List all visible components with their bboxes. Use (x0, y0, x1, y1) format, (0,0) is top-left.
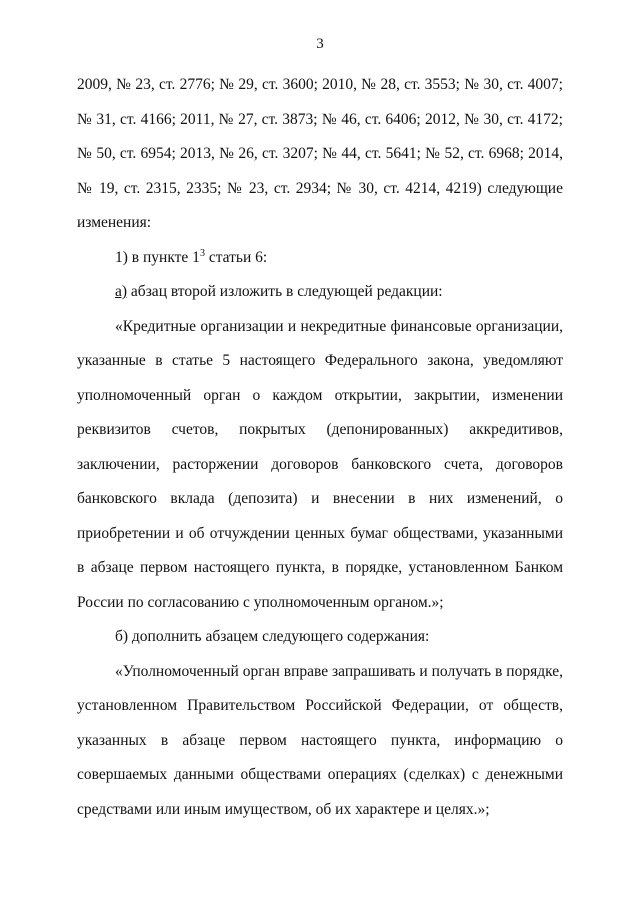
page-number: 3 (316, 36, 324, 52)
quote-1-paragraph: «Кредитные организации и некредитные финансовые организации, указанные в статье 5 настоящего Федерального закона, уведомляют уполномоченный орган о каждом открытии, закрытии, изменении реквизитов счетов, покрытых (депонированных) аккредитивов, заключении, расторжении договоров банковского счета, договоров банковского вклада (депозита) и внесении в них изменений, о приобретении и об отчуждении ценных бумаг обществами, указанными в абзаце первом настоящего пункта, в порядке, установленном Банком России по согласованию с уполномоченным органом.»; (77, 317, 563, 611)
document-body (77, 68, 563, 827)
item-a-paragraph: а) абзац второй изложить в следующей редакции: (115, 283, 443, 300)
item-1-text: 1) в пункте 1 (115, 248, 200, 266)
item-b-paragraph: б) дополнить абзацем следующего содержания: (115, 628, 430, 645)
item-1-superscript: 3 (199, 247, 205, 259)
item-1-suffix: статьи 6: (204, 248, 268, 266)
quote-2-paragraph: «Уполномоченный орган вправе запрашивать и получать в порядке, установленном Правительством Российской Федерации, от обществ, указанных в абзаце первом настоящего пункта, информацию о совершаемых данными обществами операциях (сделках) с денежными средствами или иным имуществом, об их характере и целях.»; (77, 662, 563, 818)
item-1-paragraph (77, 241, 563, 276)
intro-paragraph: 2009, № 23, ст. 2776; № 29, ст. 3600; 2010, № 28, ст. 3553; № 30, ст. 4007; № 31, ст. 4166; 2011, № 27, ст. 3873; № 46, ст. 6406; 2012, № 30, ст. 4172; № 50, ст. 6954; 2013, № 26, ст. 3207; № 44, ст. 5641; № 52, ст. 6968; 2014, № 19, ст. 2315, 2335; № 23, ст. 2934; № 30, ст. 4214, 4219) следующие изменения: (77, 76, 563, 231)
